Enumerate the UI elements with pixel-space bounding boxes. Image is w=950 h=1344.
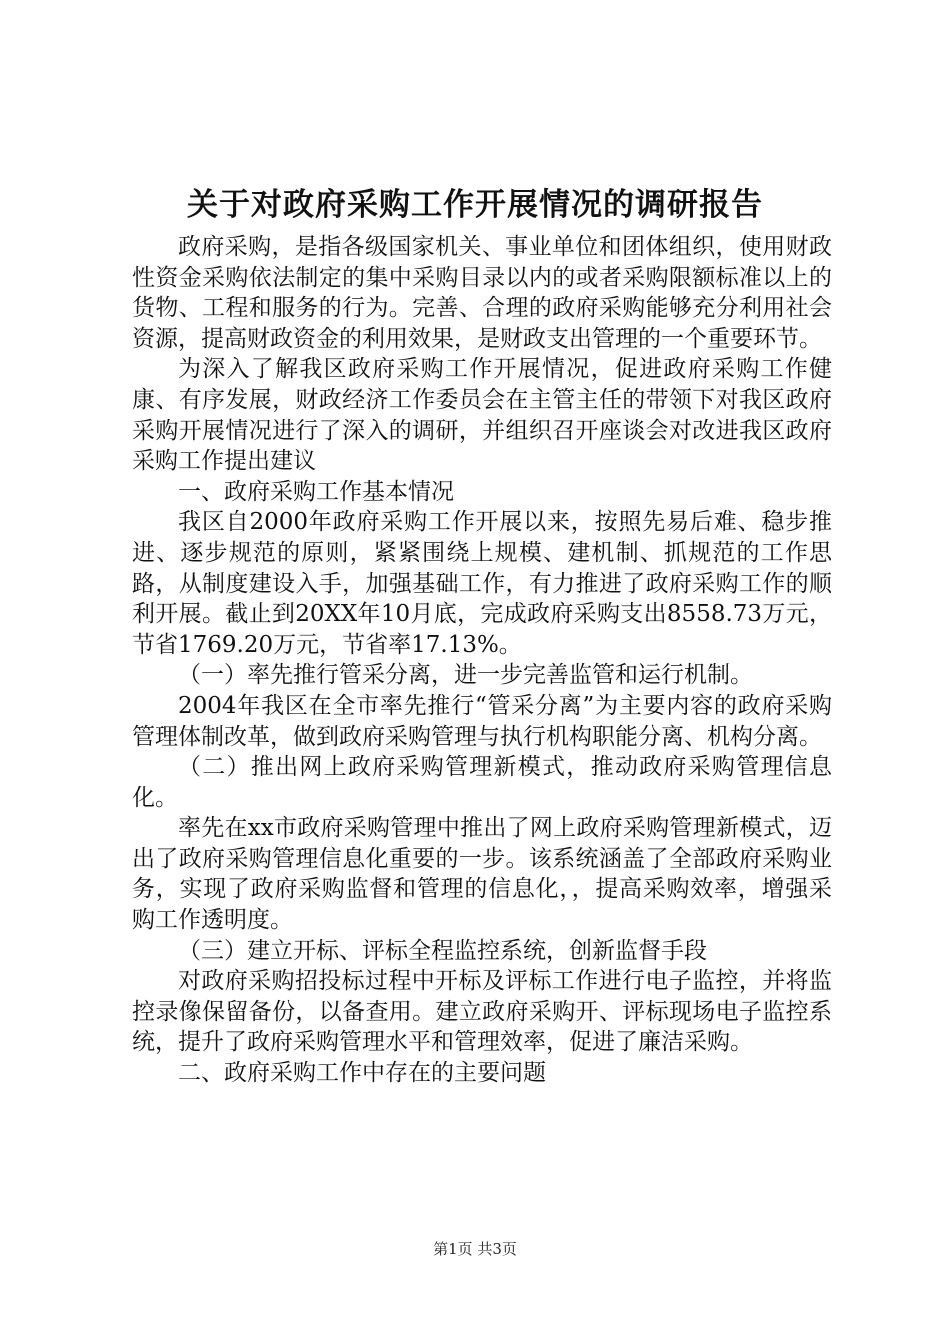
paragraph-online-mode: 率先在xx市政府采购管理中推出了网上政府采购管理新模式，迈出了政府采购管理信息化重要的一步。该系统涵盖了全部政府采购业务，实现了政府采购监督和管理的信息化，，提高采购效率，增强采购工作透明度。 <box>132 815 832 934</box>
document-body <box>132 232 832 1089</box>
document-title: 关于对政府采购工作开展情况的调研报告 <box>187 187 763 223</box>
subheading-monitoring: （三）建立开标、评标全程监控系统，创新监督手段 <box>178 937 707 964</box>
paragraph-monitoring: 对政府采购招投标过程中开标及评标工作进行电子监控，并将监控录像保留备份，以备查用。建立政府采购开、评标现场电子监控系统，提升了政府采购管理水平和管理效率，促进了廉洁采购。 <box>132 968 832 1056</box>
page-number-footer: 第1页 共3页 <box>433 1240 517 1258</box>
subheading-online-mode: （二）推出网上政府采购管理新模式，推动政府采购管理信息化。 <box>132 754 832 811</box>
paragraph-separation: 2004年我区在全市率先推行“管采分离”为主要内容的政府采购管理体制改革，做到政府采购管理与执行机构职能分离、机构分离。 <box>132 692 832 750</box>
section-heading-basic-situation: 一、政府采购工作基本情况 <box>178 478 454 505</box>
subheading-separation: （一）率先推行管采分离，进一步完善监管和运行机制。 <box>178 662 753 689</box>
section-heading-problems: 二、政府采购工作中存在的主要问题 <box>178 1060 546 1087</box>
paragraph-purpose: 为深入了解我区政府采购工作开展情况，促进政府采购工作健康、有序发展，财政经济工作委员会在主管主任的带领下对我区政府采购开展情况进行了深入的调研，并组织召开座谈会对改进我区政府采购工作提出建议 <box>132 356 832 475</box>
paragraph-intro: 政府采购，是指各级国家机关、事业单位和团体组织，使用财政性资金采购依法制定的集中采购目录以内的或者采购限额标准以上的货物、工程和服务的行为。完善、合理的政府采购能够充分利用社会资源，提高财政资金的利用效果，是财政支出管理的一个重要环节。 <box>132 234 832 352</box>
paragraph-overview: 我区自2000年政府采购工作开展以来，按照先易后难、稳步推进、逐步规范的原则，紧紧围绕上规模、建机制、抓规范的工作思路，从制度建设入手，加强基础工作，有力推进了政府采购工作的顺利开展。截止到20XX年10月底，完成政府采购支出8558.73万元，节省1769.20万元，节省率17.13%。 <box>132 509 832 658</box>
